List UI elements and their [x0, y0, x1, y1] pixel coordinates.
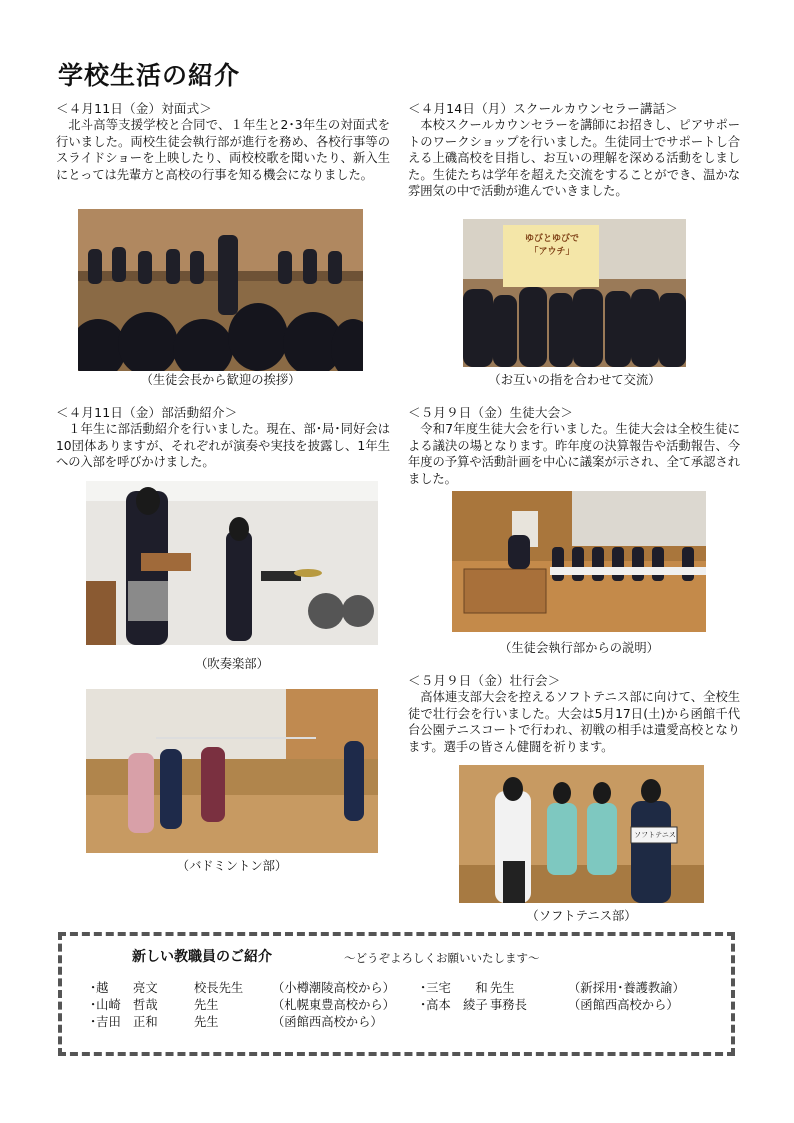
photo-student-assembly — [452, 491, 706, 632]
staff-name: ･高本 綾子 — [420, 998, 488, 1012]
staff-row — [90, 980, 395, 997]
staff-row — [90, 1014, 395, 1031]
section-body: 令和7年度生徒大会を行いました。生徒大会は全校生徒による議決の場となります。昨年度の決算報告や活動報告、今年度の予算や活動計画を中心に議案が示され、全て承認されました。 — [408, 422, 740, 486]
section-heading: ＜４月11日（金）対面式＞ — [56, 101, 213, 116]
staff-row — [420, 980, 685, 997]
slide-text: 「アウチ」 — [529, 247, 575, 257]
page-title: 学校生活の紹介 — [58, 61, 241, 90]
section-heading: ＜５月９日（金）生徒大会＞ — [408, 405, 574, 420]
staff-row — [420, 997, 685, 1014]
staff-note: （函館西高校から） — [568, 998, 679, 1012]
section-clubs — [56, 404, 390, 471]
staff-name: ･吉田 正和 — [90, 1015, 158, 1029]
staff-subtitle: ～どうぞよろしくお願いいたします～ — [344, 951, 540, 965]
sign-text: ソフトテニス — [634, 831, 676, 839]
staff-note: （新採用･養護教諭） — [568, 981, 685, 995]
new-staff-box — [58, 932, 735, 1056]
section-heading: ＜５月９日（金）壮行会＞ — [408, 673, 561, 688]
staff-note: （札幌東豊高校から） — [272, 998, 395, 1012]
staff-role: 先生 — [490, 981, 515, 995]
section-heading: ＜４月14日（月）スクールカウンセラー講話＞ — [408, 101, 679, 116]
section-body: １年生に部活動紹介を行いました。現在、部･局･同好会は10団体ありますが、それぞれが演奏や実技を披露し、1年生への入部を呼びかけました。 — [56, 422, 390, 470]
staff-role: 先生 — [194, 998, 219, 1012]
staff-list-right — [420, 980, 685, 1014]
photo-caption: （吹奏楽部） — [195, 657, 269, 671]
section-opening — [56, 100, 390, 183]
section-heading: ＜４月11日（金）部活動紹介＞ — [56, 405, 238, 420]
section-body: 北斗高等支援学校と合同で、１年生と2･3年生の対面式を行いました。両校生徒会執行部が進行を務め、各校行事等のスライドショーを上映したり、両校校歌を聞いたり、新入生にとっては先輩方と高校の行事を知る機会になりました。 — [56, 118, 390, 182]
staff-role: 校長先生 — [194, 981, 244, 995]
section-rally — [408, 672, 740, 755]
section-counselor — [408, 100, 740, 200]
photo-caption: （生徒会長から歓迎の挨拶） — [140, 373, 301, 387]
photo-soft-tennis — [459, 765, 704, 903]
staff-name: ･三宅 和 — [420, 981, 488, 995]
photo-caption: （ソフトテニス部） — [526, 909, 637, 923]
staff-name: ･山崎 哲哉 — [90, 998, 158, 1012]
staff-note: （小樽潮陵高校から） — [272, 981, 395, 995]
photo-brass-band — [86, 481, 378, 645]
slide-text: ゆびとゆびで — [524, 234, 579, 244]
photo-caption: （バドミントン部） — [176, 859, 288, 873]
section-body: 高体連支部大会を控えるソフトテニス部に向けて、全校生徒で壮行会を行いました。大会は5月17日(土)から函館千代台公園テニスコートで行われ、初戦の相手は遺愛高校となります。選手の皆さん健闘を祈ります。 — [408, 690, 740, 754]
section-assembly — [408, 404, 740, 487]
staff-list-left — [90, 980, 395, 1031]
section-body: 本校スクールカウンセラーを講師にお招きし、ピアサポートのワークショップを行いました。生徒同士でサポートし合える上磯高校を目指し、お互いの理解を深める活動をしました。生徒たちは学年を超えた交流をすることができ、温かな雰囲気の中で活動が進んでいきました。 — [408, 118, 740, 199]
staff-row — [90, 997, 395, 1014]
photo-counselor-workshop — [463, 219, 686, 367]
staff-role: 先生 — [194, 1015, 219, 1029]
staff-role: 事務長 — [490, 998, 527, 1012]
staff-title: 新しい教職員のご紹介 — [132, 949, 272, 965]
photo-opening-ceremony — [78, 209, 363, 371]
photo-badminton — [86, 689, 378, 853]
photo-caption: （お互いの指を合わせて交流） — [488, 373, 661, 387]
staff-note: （函館西高校から） — [272, 1015, 383, 1029]
staff-name: ･越 亮文 — [90, 981, 158, 995]
photo-caption: （生徒会執行部からの説明） — [499, 641, 659, 655]
